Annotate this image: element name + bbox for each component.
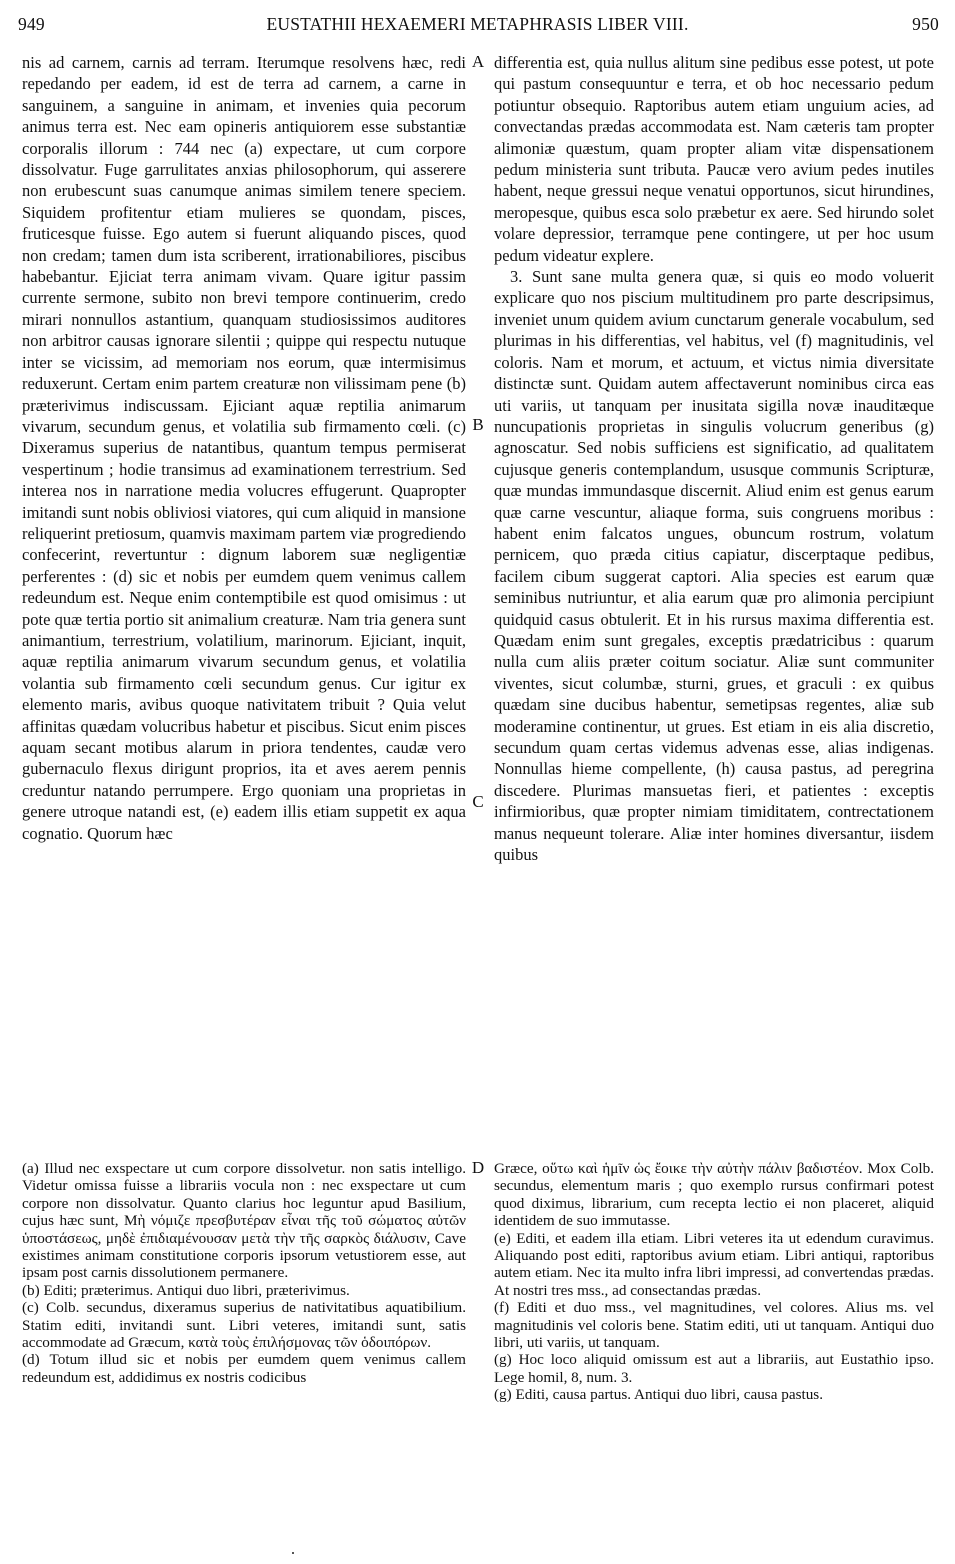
margin-marker-c: C [472,792,484,811]
footnote: (a) Illud nec exspectare ut cum corpore dissolvetur. non satis intelligo. Videtur omissa fuisse a librariis vocula non : nec exspectare ut cum corpore non dissolvatur. Quanto clarius hoc leguntur apud Basilium, cujus hæc sunt, Μὴ νόμιζε πρεσβυτέραν εἶναι τῆς τοῦ σώματος αὐτῶν ὑποστάσεως, μηδὲ ἐπιδιαμένουσαν μετὰ τὴν τῆς σαρκὸς διάλυσιν, Cave existimes animam constitutione corporis ipsorum vetustiorem esse, aut ipsam post carnis dissolutionem permanere. [22,1160,466,1282]
footnote: (g) Editi, causa partus. Antiqui duo libri, causa pastus. [494,1386,823,1404]
margin-marker-b: B [472,415,484,434]
footnote: (b) Editi; præterimus. Antiqui duo libri, præterivimus. [22,1281,350,1299]
margin-marker-a: A [471,52,485,71]
footnote: (e) Editi, et eadem illa etiam. Libri veteres ita ut edendum curavimus. Aliquando post editi, raptoribus avium etiam. Libri antiqui, raptoribus autem etiam. Nec ita multo infra libri impressi, ad convertendas prædas. At nostri tres mss., ad consectandas prædas. [494,1229,934,1299]
footnote: (g) Hoc loco aliquid omissum est aut a librariis, aut Eustathio ipso. Lege homil, 8, num. 3. [494,1351,934,1386]
footnote: (f) Editi et duo mss., vel magnitudines, vel colores. Alius ms. vel magnitudinis vel coloris bene. Statim editi, uti ut tanquam. Antiqui duo libri, uti variis, ut tanquam. [494,1299,934,1352]
paragraph: 3. Sunt sane multa genera quæ, si quis eo modo voluerit explicare quo nos piscium multitudinem pro parte descripsimus, inveniet unum quidem avium cunctarum generale vocabulum, sed plurimas in his differentias, vel habitus, vel (f) magnitudinis, vel coloris. Nam et morum, et actuum, et victus nimia diversitate distinctæ sunt. Quidam autem affectaverunt nominibus circa eas uti variis, ut tanquam per inusitata sigilla novæ inauditæque nuncupationis proprietas in singulis volucrum generibus (g) agnoscatur. Sed nobis sufficiens est significatio, ad qualitatem cujusque generis contemplandum, ususque communis Scripturæ, quæ mundas immundasque discernit. Aliud enim est genus earum quæ carne vescuntur, aliaque forma, suis congruens moribus : habent enim falcatos ungues, obuncum rostrum, volatum pernicem, quo præda citius capiatur, discerptaque pedibus, facilem cibum suggerat captori. Alia species est earum quæ seminibus nutriuntur, et alia earum quæ pro alimonia percipiunt quidquid casus obtulerit. Et in his rursus maxima differentia est. Quædam enim sunt gregales, exceptis prædatricibus : quarum nulla cum aliis præter coitum sociatur. Aliæ sunt communiter viventes, sicut columbæ, sturni, grues, et graculi : ex quibus quædam sine ducibus habentur, semetipsas regentes, aliæ sub moderamine continentur, ut grues. Est etiam in eis alia discretio, secundum quam certas videmus advenas esse, alias indigenas. Nonnullas hieme compellente, (h) causa pastus, ad peregrina discedere. Plurimas mansuetas fieri, et patientes : exceptis infirmioribus, quæ propter nimiam timiditatem, contrectationem manus nequeunt tolerare. Aliæ inter homines diversantur, iisdem quibus [494,267,934,865]
footnotes-right [494,1160,934,1404]
page-title: EUSTATHII HEXAEMERI METAPHRASIS LIBER VIII. [266,14,689,34]
footnote: (c) Colb. secundus, dixeramus superius de nativitatibus aquatibilium. Statim editi, invitandi sunt. Libri veteres, imitandi sunt, satis accommodate ad Græcum, κατὰ τοὺς ἐπιλήσμονας τῶν ὁδοιπόρων. [22,1299,466,1352]
footnotes-left [22,1160,466,1386]
print-speck [292,1552,294,1554]
page-number-left: 949 [18,14,45,34]
running-header [10,8,945,42]
footnote: Græce, οὕτω καὶ ἡμῖν ὡς ἔοικε τὴν αὐτὴν πάλιν βαδιστέον. Mox Colb. secundus, elementum maris ; quo exemplo rursus confirmari potest quod diximus, librarium, cum recepta lectio ei non placeret, aliquid identidem de suo immutasse. [494,1160,934,1230]
right-column-text [494,52,934,865]
paragraph: nis ad carnem, carnis ad terram. Iterumque resolvens hæc, redi repedando per eadem, id est de terra ad carnem, a carne in sanguinem, a sanguine in animam, et invenies quia pecorum animus terra est. Nec eam opineris antiquiorem esse substantiæ corporalis illorum : 744 nec (a) expectare, ut cum corpore dissolvatur. Fuge garrulitates anxias philosophorum, qui asserere non erubescunt suas canumque animas similem tenere speciem. Siquidem profitentur etiam mulieres se quondam, pisces, fruticesque fuisse. Ego autem si fuerunt aliquando pisces, quod non credam; tamen dum ista scriberent, irrationabiliores, piscibus habebantur. Ejiciat terra animam vivam. Quare igitur passim currente sermone, subito non brevi tempore continuerim, credo mirari nonnullos astantium, quanquam studiosissimos auditores non arbitror causas ignorare silentii ; quippe qui respectu nutuque inter se vicissim, ad memoriam nos eorum, quæ intermisimus reduxerunt. Certam enim partem creaturæ non vilissimam pene (b) præterivimus indiscussam. Ejiciant aquæ reptilia animarum vivarum, secundum genus, et volatilia sub firmamento cœli. (c) Dixeramus superius de natantibus, quantum tempus permiserat vespertinum ; hodie transimus ad examinationem terrestrium. Sed interea nos in narratione media volucres effugerunt. Quapropter imitandi sunt nobis obliviosi viatores, qui cum aliquid in mansione reliquerint pretiosum, quamvis maximam partem viæ progrediendo confecerint, revertuntur : dignum laborem suæ negligentiæ perferentes : (d) sic et nobis per eumdem quem venimus callem redeundum est. Neque enim contemptibile est quod omisimus : ut pote quæ tertia portio sit animalium creaturæ. Nam tria genera sunt animantium, terrestrium, volatilium, marinorum. Ejiciant, inquit, aquæ reptilia animarum vivarum secundum genus, et volatilia volantia sub firmamento cœli secundum genus. Cur igitur ex elemento maris, avibus quoque nativitatem tribuit ? Quia velut affinitas quædam volucribus habetur et piscibus. Sicut enim pisces aquam secant motibus alarum in priora tendentes, caudæ vero gubernaculo flexus dirigunt proprios, ita et aves aerem pennis creduntur natando perrumpere. Ergo quoniam una proprietas in genere utroque natandi est, (e) eadem illis etiam suppetit ex aqua cognatio. Quorum hæc [22,53,466,843]
margin-marker-d: D [471,1158,485,1177]
paragraph: differentia est, quia nullus alitum sine pedibus esse potest, ut pote qui pastum consequuntur e terra, et ob hoc necessario pedum potiuntur obsequio. Raptoribus autem etiam unguium acies, ad convectandas prædas accommodata est. Nam cæteris tam propter alimoniæ quæstum, quam propter aliam vitæ dispensationem pedum ministeria sunt tributa. Paucæ vero avium pedes inutiles habent, neque gressui neque venatui opportunos, sicut hirundines, meropesque, quibus esca solo præbetur ex aere. Sed hirundo solet volare depressior, terramque pene contingere, ut per hoc usum pedum videatur explere. [494,53,934,265]
footnote: (d) Totum illud sic et nobis per eumdem quem venimus callem redeundum est, addidimus ex nostris codicibus [22,1351,466,1386]
left-column-text [22,52,466,844]
page-number-right: 950 [912,14,939,34]
